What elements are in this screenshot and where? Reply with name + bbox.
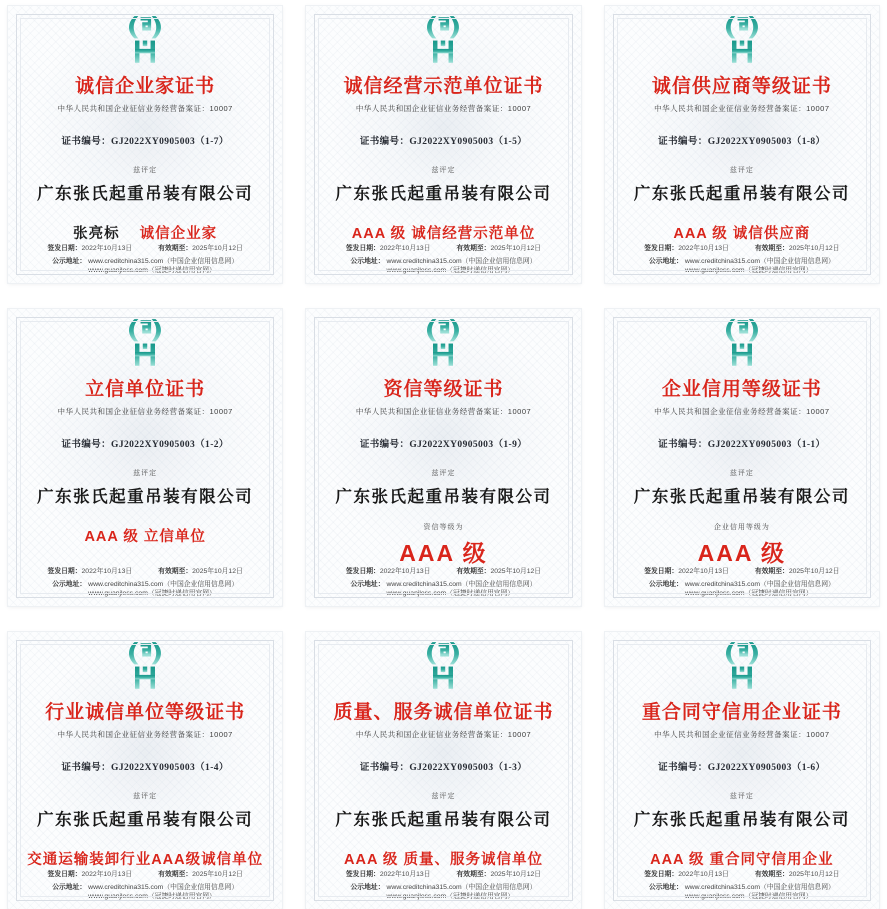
publicity-label: 公示地址： — [52, 884, 87, 891]
valid-until-value: 2025年10月12日 — [192, 871, 243, 878]
certificate-number — [360, 762, 527, 774]
credit-emblem-icon — [114, 318, 176, 368]
publicity-url-1: www.creditchina315.com（中国企业信用信息网） — [684, 884, 835, 891]
valid-until-label: 有效期至： — [456, 568, 491, 575]
issue-date-value: 2022年10月13日 — [379, 245, 431, 252]
certificate-title: 诚信供应商等级证书 — [651, 76, 832, 97]
award-line — [399, 539, 487, 567]
registration-line: 中华人民共和国企业征信业务经营备案证：10007 — [355, 407, 532, 416]
certificate — [8, 6, 282, 283]
awarded-to-label: 兹评定 — [729, 793, 754, 800]
award-line — [352, 224, 535, 244]
dates-line — [8, 567, 282, 576]
valid-until-value: 2025年10月12日 — [788, 245, 840, 252]
publicity-url-1: www.creditchina315.com（中国企业信用信息网） — [684, 258, 835, 265]
credit-emblem-icon — [711, 15, 773, 65]
certificate-number — [658, 762, 825, 774]
award-line — [73, 224, 217, 244]
award-line — [698, 539, 786, 567]
valid-until-value: 2025年10月12日 — [490, 245, 542, 252]
issue-date-label: 签发日期： — [345, 871, 380, 878]
certificate-number-label: 证书编号： — [658, 137, 708, 147]
credit-emblem-icon — [412, 318, 474, 368]
certificate-number-label: 证书编号： — [61, 137, 112, 147]
publicity-label: 公示地址： — [350, 581, 385, 588]
credit-emblem-icon — [412, 15, 474, 65]
issue-date-label: 签发日期： — [644, 568, 679, 575]
certificate-number-label: 证书编号： — [359, 440, 410, 450]
publicity-line — [8, 883, 282, 901]
valid-until-label: 有效期至： — [754, 245, 789, 252]
awarded-to-label: 兹评定 — [431, 793, 456, 800]
valid-until-value: 2025年10月12日 — [788, 568, 840, 575]
valid-until-value: 2025年10月12日 — [192, 245, 243, 252]
valid-until-label: 有效期至： — [158, 568, 193, 575]
certificate — [8, 632, 282, 909]
dates-line — [306, 244, 580, 253]
dates-line — [8, 870, 282, 879]
publicity-line — [605, 580, 879, 598]
certificate-number-label: 证书编号： — [658, 440, 708, 450]
certificate-number-value: GJ2022XY0905003（1-2） — [111, 440, 229, 450]
publicity-url-1: www.creditchina315.com（中国企业信用信息网） — [386, 258, 537, 265]
certificate-number-label: 证书编号： — [61, 440, 112, 450]
issue-date-value: 2022年10月13日 — [379, 871, 431, 878]
issue-date-label: 签发日期： — [644, 245, 679, 252]
certificate-title: 企业信用等级证书 — [661, 379, 822, 400]
certificate-title: 诚信企业家证书 — [75, 76, 216, 97]
company-name: 广东张氏起重吊装有限公司 — [335, 810, 552, 829]
award-text: AAA 级 — [697, 540, 787, 566]
award-line — [84, 527, 205, 547]
award-text: AAA 级 诚信供应商 — [673, 226, 811, 242]
valid-until-label: 有效期至： — [754, 568, 789, 575]
valid-until-label: 有效期至： — [158, 245, 193, 252]
publicity-urls — [387, 883, 537, 901]
certificate — [306, 632, 580, 909]
publicity-url-2: www.guanjless.com（冠捷时递信用官网） — [386, 893, 515, 900]
registration-line: 中华人民共和国企业征信业务经营备案证：10007 — [654, 730, 830, 739]
award-line — [650, 850, 833, 870]
certificate-footer — [605, 244, 879, 283]
award-text: AAA 级 质量、服务诚信单位 — [344, 852, 543, 868]
valid-until-value: 2025年10月12日 — [788, 871, 840, 878]
registration-line: 中华人民共和国企业征信业务经营备案证：10007 — [654, 407, 830, 416]
awarded-to-label: 兹评定 — [431, 167, 456, 174]
credit-emblem-icon — [711, 641, 773, 691]
award-text: AAA 级 重合同守信用企业 — [650, 852, 834, 868]
award-line — [344, 850, 543, 870]
publicity-url-2: www.guanjless.com（冠捷时递信用官网） — [386, 590, 515, 597]
issue-date-label: 签发日期： — [47, 568, 82, 575]
dates-line — [605, 244, 879, 253]
company-name: 广东张氏起重吊装有限公司 — [633, 810, 850, 829]
publicity-label: 公示地址： — [648, 581, 683, 588]
certificate — [605, 6, 879, 283]
credit-emblem-icon — [114, 15, 176, 65]
certificate-title: 质量、服务诚信单位证书 — [333, 702, 554, 723]
company-name: 广东张氏起重吊装有限公司 — [335, 184, 552, 203]
publicity-line — [8, 257, 282, 275]
registration-line: 中华人民共和国企业征信业务经营备案证：10007 — [57, 104, 233, 113]
issue-date-value: 2022年10月13日 — [81, 245, 133, 252]
holder-name: 张亮标 — [73, 226, 120, 242]
awarded-to-label: 兹评定 — [133, 167, 158, 174]
award-text: 交通运输装卸行业AAA级诚信单位 — [27, 852, 264, 868]
company-name: 广东张氏起重吊装有限公司 — [633, 184, 850, 203]
registration-line: 中华人民共和国企业征信业务经营备案证：10007 — [654, 104, 830, 113]
publicity-urls — [685, 257, 835, 275]
issue-date-value: 2022年10月13日 — [678, 245, 729, 252]
publicity-url-1: www.creditchina315.com（中国企业信用信息网） — [88, 258, 239, 265]
publicity-url-2: www.guanjless.com（冠捷时递信用官网） — [684, 893, 813, 900]
awarded-to-label: 兹评定 — [133, 470, 158, 477]
registration-line: 中华人民共和国企业征信业务经营备案证：10007 — [57, 730, 233, 739]
valid-until-label: 有效期至： — [456, 245, 491, 252]
certificate-footer — [306, 870, 580, 909]
valid-until-label: 有效期至： — [456, 871, 491, 878]
publicity-url-2: www.guanjless.com（冠捷时递信用官网） — [88, 893, 216, 900]
publicity-url-1: www.creditchina315.com（中国企业信用信息网） — [386, 884, 537, 891]
publicity-label: 公示地址： — [350, 884, 385, 891]
publicity-line — [306, 257, 580, 275]
certificate-number-value: GJ2022XY0905003（1-7） — [111, 137, 229, 147]
publicity-label: 公示地址： — [648, 258, 683, 265]
certificate-number-label: 证书编号： — [658, 763, 708, 773]
credit-emblem-icon — [711, 318, 773, 368]
certificate — [8, 309, 282, 606]
publicity-url-2: www.guanjless.com（冠捷时递信用官网） — [684, 590, 813, 597]
issue-date-label: 签发日期： — [345, 568, 380, 575]
issue-date-label: 签发日期： — [644, 871, 679, 878]
certificate — [306, 309, 580, 606]
awarded-to-label: 兹评定 — [431, 470, 456, 477]
registration-line: 中华人民共和国企业征信业务经营备案证：10007 — [355, 730, 532, 739]
certificate-number — [658, 439, 825, 451]
valid-until-value: 2025年10月12日 — [490, 871, 542, 878]
awarded-to-label: 兹评定 — [133, 793, 158, 800]
rating-label: 资信等级为 — [423, 524, 464, 531]
publicity-url-2: www.guanjless.com（冠捷时递信用官网） — [88, 590, 216, 597]
valid-until-label: 有效期至： — [158, 871, 193, 878]
award-text: AAA 级 — [399, 540, 488, 566]
certificate-title: 立信单位证书 — [85, 379, 206, 400]
certificate-footer — [8, 567, 282, 606]
publicity-line — [306, 580, 580, 598]
publicity-line — [8, 580, 282, 598]
publicity-urls — [88, 580, 238, 598]
certificate-footer — [8, 244, 282, 283]
certificate-number — [360, 439, 527, 451]
dates-line — [8, 244, 282, 253]
certificate-number-value: GJ2022XY0905003（1-9） — [409, 440, 528, 450]
certificate — [306, 6, 580, 283]
certificate-number — [62, 439, 229, 451]
registration-line: 中华人民共和国企业征信业务经营备案证：10007 — [57, 407, 233, 416]
credit-emblem-icon — [412, 641, 474, 691]
certificate-number-value: GJ2022XY0905003（1-3） — [409, 763, 528, 773]
certificate-number-value: GJ2022XY0905003（1-5） — [409, 137, 528, 147]
certificate-number — [658, 136, 825, 148]
certificate-number-label: 证书编号： — [359, 137, 410, 147]
publicity-url-2: www.guanjless.com（冠捷时递信用官网） — [88, 267, 216, 274]
company-name: 广东张氏起重吊装有限公司 — [37, 487, 254, 506]
rating-label: 企业信用等级为 — [713, 524, 770, 531]
publicity-label: 公示地址： — [648, 884, 683, 891]
certificate-number — [360, 136, 527, 148]
certificate-number-label: 证书编号： — [61, 763, 112, 773]
certificate-footer — [605, 870, 879, 909]
award-text: 诚信企业家 — [139, 226, 218, 242]
issue-date-label: 签发日期： — [47, 871, 82, 878]
certificate-footer — [306, 244, 580, 283]
publicity-urls — [685, 580, 835, 598]
certificate-title: 行业诚信单位等级证书 — [45, 702, 246, 723]
certificate-number-value: GJ2022XY0905003（1-6） — [707, 763, 826, 773]
valid-until-value: 2025年10月12日 — [192, 568, 243, 575]
publicity-url-1: www.creditchina315.com（中国企业信用信息网） — [88, 884, 239, 891]
certificate-number-label: 证书编号： — [359, 763, 410, 773]
company-name: 广东张氏起重吊装有限公司 — [633, 487, 850, 506]
issue-date-value: 2022年10月13日 — [379, 568, 431, 575]
award-line — [673, 224, 810, 244]
issue-date-value: 2022年10月13日 — [81, 871, 133, 878]
issue-date-label: 签发日期： — [47, 245, 82, 252]
certificate-title: 诚信经营示范单位证书 — [343, 76, 544, 97]
certificate-footer — [8, 870, 282, 909]
certificate-footer — [605, 567, 879, 606]
company-name: 广东张氏起重吊装有限公司 — [335, 487, 552, 506]
awarded-to-label: 兹评定 — [729, 167, 754, 174]
publicity-label: 公示地址： — [52, 258, 87, 265]
publicity-label: 公示地址： — [350, 258, 385, 265]
certificate — [605, 632, 879, 909]
award-text: AAA 级 立信单位 — [84, 529, 206, 545]
valid-until-value: 2025年10月12日 — [490, 568, 542, 575]
credit-emblem-icon — [114, 641, 176, 691]
publicity-urls — [387, 257, 537, 275]
certificate-title: 重合同守信用企业证书 — [641, 702, 842, 723]
certificate-number-value: GJ2022XY0905003（1-1） — [707, 440, 826, 450]
certificate-number — [62, 136, 229, 148]
certificate-number-value: GJ2022XY0905003（1-4） — [111, 763, 229, 773]
publicity-urls — [88, 257, 238, 275]
publicity-line — [605, 883, 879, 901]
publicity-urls — [88, 883, 238, 901]
publicity-url-1: www.creditchina315.com（中国企业信用信息网） — [386, 581, 537, 588]
publicity-urls — [685, 883, 835, 901]
publicity-line — [306, 883, 580, 901]
award-line — [27, 850, 263, 870]
company-name: 广东张氏起重吊装有限公司 — [37, 810, 254, 829]
issue-date-label: 签发日期： — [345, 245, 380, 252]
dates-line — [605, 870, 879, 879]
certificate-number — [62, 762, 229, 774]
certificate — [605, 309, 879, 606]
publicity-url-2: www.guanjless.com（冠捷时递信用官网） — [386, 267, 515, 274]
issue-date-value: 2022年10月13日 — [678, 871, 729, 878]
issue-date-value: 2022年10月13日 — [81, 568, 133, 575]
valid-until-label: 有效期至： — [754, 871, 789, 878]
certificate-footer — [306, 567, 580, 606]
publicity-url-1: www.creditchina315.com（中国企业信用信息网） — [684, 581, 835, 588]
registration-line: 中华人民共和国企业征信业务经营备案证：10007 — [355, 104, 532, 113]
publicity-urls — [387, 580, 537, 598]
certificate-number-value: GJ2022XY0905003（1-8） — [707, 137, 826, 147]
dates-line — [306, 870, 580, 879]
dates-line — [306, 567, 580, 576]
publicity-url-2: www.guanjless.com（冠捷时递信用官网） — [684, 267, 813, 274]
publicity-line — [605, 257, 879, 275]
award-text: AAA 级 诚信经营示范单位 — [351, 226, 536, 242]
issue-date-value: 2022年10月13日 — [678, 568, 729, 575]
dates-line — [605, 567, 879, 576]
certificate-title: 资信等级证书 — [383, 379, 504, 400]
company-name: 广东张氏起重吊装有限公司 — [37, 184, 254, 203]
publicity-url-1: www.creditchina315.com（中国企业信用信息网） — [88, 581, 239, 588]
awarded-to-label: 兹评定 — [729, 470, 754, 477]
publicity-label: 公示地址： — [52, 581, 87, 588]
